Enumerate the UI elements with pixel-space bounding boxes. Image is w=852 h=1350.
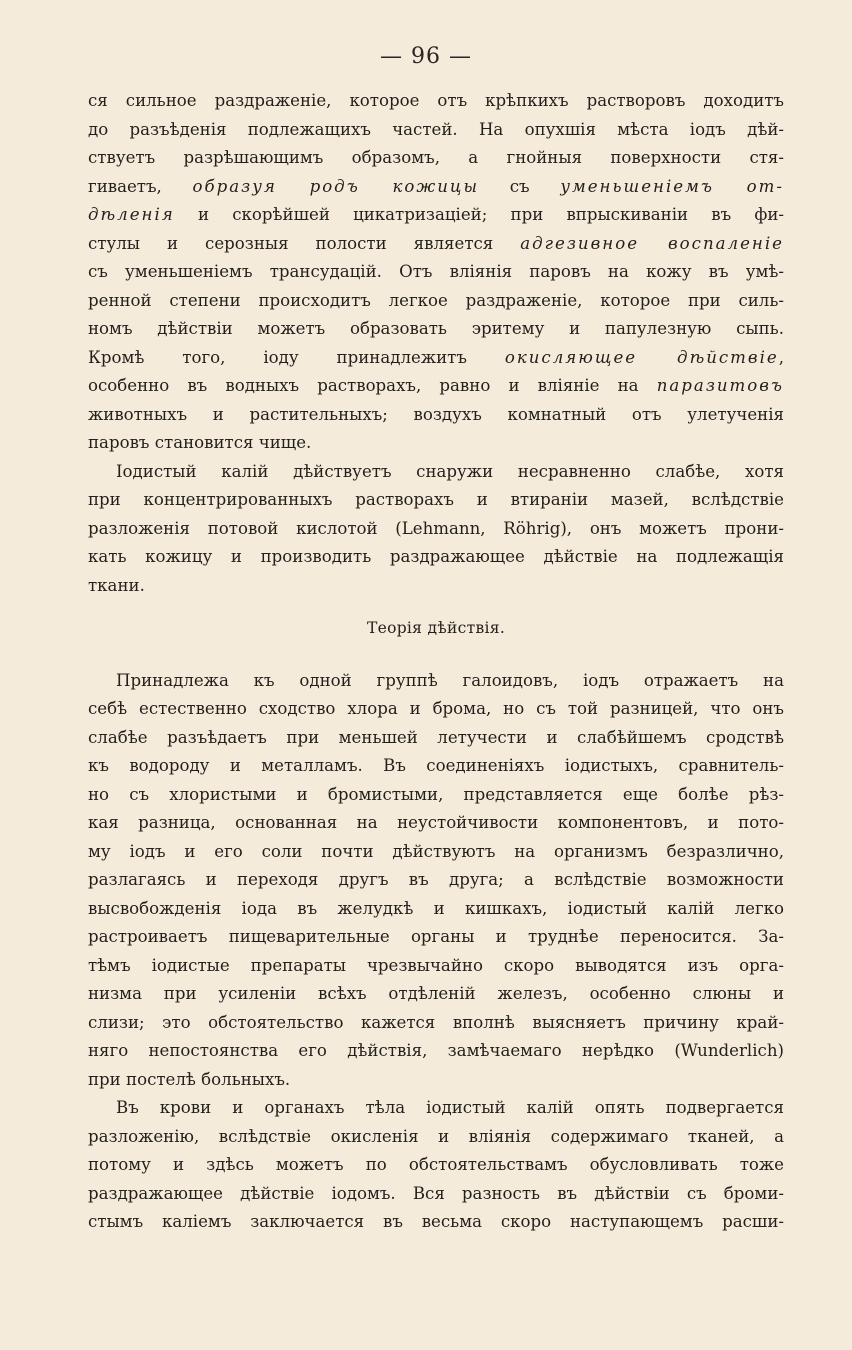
text-line: потому и здѣсь можетъ по обстоятельствамъ обусловливать тоже [88, 1155, 784, 1174]
text-line: ся сильное раздраженіе, которое отъ крѣпкихъ растворовъ доходитъ [88, 91, 784, 110]
text-line: растроиваетъ пищеварительные органы и труднѣе переносится. За- [88, 927, 784, 946]
text-line: разложенію, вслѣдствіе окисленія и вліянія содержимаго тканей, а [88, 1126, 784, 1146]
spaced-emphasis: образуя родъ кожицы [192, 176, 480, 196]
text-line: паровъ становится чище. [88, 433, 312, 452]
text-run: съ [479, 176, 561, 196]
text-line: няго непостоянства его дѣйствія, замѣчаемаго нерѣдко (Wunderlich) [88, 1041, 784, 1060]
section-heading: Теорія дѣйствія. [366, 619, 506, 637]
page-number: — 96 — [380, 44, 472, 69]
text-run: , [778, 347, 784, 367]
text-line: Принадлежа къ одной группѣ галоидовъ, іодъ отражаетъ на [116, 670, 784, 690]
text-line: къ водороду и металламъ. Въ соединеніяхъ іодистыхъ, сравнитель- [88, 756, 784, 775]
text-line: стымъ каліемъ заключается въ весьма скоро наступающемъ расши- [88, 1212, 784, 1231]
text-line: съ уменьшеніемъ трансудацій. Отъ вліянія паровъ на кожу въ умѣ- [88, 262, 784, 281]
text-line: разлагаясь и переходя другъ въ друга; а вслѣдствіе возможности [88, 870, 784, 889]
text-line [88, 372, 784, 401]
text-line: ствуетъ разрѣшающимъ образомъ, а гнойныя поверхности стя- [88, 148, 784, 167]
spaced-emphasis: адгезивное воспаленіе [520, 233, 784, 253]
text-line [88, 201, 784, 230]
text-line [88, 173, 784, 202]
text-line: высвобожденія іода въ желудкѣ и кишкахъ, іодистый калій легко [88, 898, 784, 918]
text-line: ткани. [88, 575, 145, 595]
text-line: слабѣе разъѣдаетъ при меньшей летучести и слабѣйшемъ сродствѣ [88, 727, 784, 747]
text-line: му іодъ и его соли почти дѣйствуютъ на организмъ безразлично, [88, 841, 784, 861]
text-line: тѣмъ іодистые препараты чрезвычайно скоро выводятся изъ орга- [88, 955, 784, 975]
text-run: и скорѣйшей цикатризаціей; при впрыскиваніи въ фи- [174, 205, 784, 224]
spaced-emphasis: дѣленія [88, 205, 175, 224]
spaced-emphasis: уменьшеніемъ от- [560, 176, 784, 196]
text-line [88, 344, 784, 373]
text-line: кать кожицу и производить раздражающее дѣйствіе на подлежащія [88, 547, 784, 566]
text-line: но съ хлористыми и бромистыми, представляется еще болѣе рѣз- [88, 784, 784, 804]
text-line: низма при усиленіи всѣхъ отдѣленій железъ, особенно слюны и [88, 984, 784, 1003]
text-run: Кромѣ того, іоду принадлежитъ [88, 347, 505, 367]
text-line [88, 230, 784, 259]
text-line: животныхъ и растительныхъ; воздухъ комнатный отъ улетученія [88, 404, 784, 424]
body-text [88, 87, 784, 1237]
text-line: до разъѣденія подлежащихъ частей. На опухшія мѣста іодъ дѣй- [88, 119, 784, 139]
spaced-emphasis: окисляющее дѣйствіе [504, 347, 779, 367]
text-run: гиваетъ, [88, 176, 193, 196]
text-line: ренной степени происходитъ легкое раздраженіе, которое при силь- [88, 290, 784, 310]
text-line: Іодистый калій дѣйствуетъ снаружи несравненно слабѣе, хотя [116, 461, 784, 481]
text-line: номъ дѣйствіи можетъ образовать эритему и папулезную сыпь. [88, 319, 784, 338]
spaced-emphasis: паразитовъ [656, 376, 784, 395]
text-line: Въ крови и органахъ тѣла іодистый калій опять подвергается [116, 1098, 784, 1117]
text-line: раздражающее дѣйствіе іодомъ. Вся разность въ дѣйствіи съ броми- [88, 1183, 784, 1203]
text-line: кая разница, основанная на неустойчивости компонентовъ, и пото- [88, 813, 784, 832]
text-line: при концентрированныхъ растворахъ и втираніи мазей, вслѣдствіе [88, 490, 784, 509]
text-line: разложенія потовой кислотой (Lehmann, Röhrig), онъ можетъ прони- [88, 518, 784, 538]
text-line: при постелѣ больныхъ. [88, 1069, 291, 1089]
text-run: особенно въ водныхъ растворахъ, равно и вліяніе на [88, 376, 657, 395]
text-line: себѣ естественно сходство хлора и брома, но съ той разницей, что онъ [88, 699, 784, 718]
text-run: стулы и серозныя полости является [88, 233, 521, 253]
text-line: слизи; это обстоятельство кажется вполнѣ выясняетъ причину край- [88, 1012, 784, 1032]
